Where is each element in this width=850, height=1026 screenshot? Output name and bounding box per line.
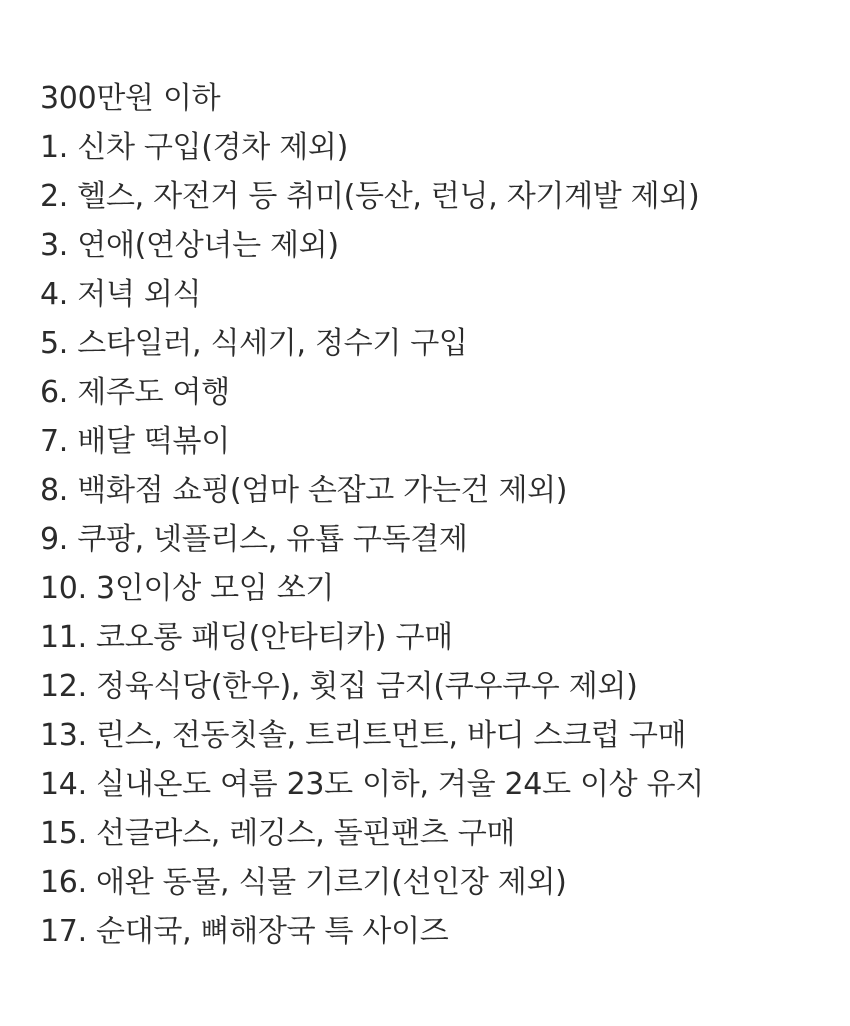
- list-item: 1. 신차 구입(경차 제외): [40, 130, 348, 165]
- list-item: 7. 배달 떡볶이: [40, 424, 230, 459]
- document-heading: 300만원 이하: [40, 81, 221, 116]
- list-item: 5. 스타일러, 식세기, 정수기 구입: [40, 326, 468, 361]
- list-item: 4. 저녁 외식: [40, 277, 202, 312]
- list-item: 9. 쿠팡, 넷플리스, 유툡 구독결제: [40, 522, 468, 557]
- list-item: 12. 정육식당(한우), 횟집 금지(쿠우쿠우 제외): [40, 669, 638, 704]
- list-item: 2. 헬스, 자전거 등 취미(등산, 런닝, 자기계발 제외): [40, 179, 700, 214]
- document-body: [40, 74, 840, 956]
- list-item: 16. 애완 동물, 식물 기르기(선인장 제외): [40, 865, 567, 900]
- list-item: 11. 코오롱 패딩(안타티카) 구매: [40, 620, 453, 655]
- list-item: 6. 제주도 여행: [40, 375, 230, 410]
- list-item: 3. 연애(연상녀는 제외): [40, 228, 339, 263]
- list-item: 10. 3인이상 모임 쏘기: [40, 571, 335, 606]
- rule-list: [40, 123, 840, 956]
- list-item: 13. 린스, 전동칫솔, 트리트먼트, 바디 스크럽 구매: [40, 718, 687, 753]
- list-item: 17. 순대국, 뼈해장국 특 사이즈: [40, 914, 449, 949]
- list-item: 14. 실내온도 여름 23도 이하, 겨울 24도 이상 유지: [40, 767, 704, 802]
- list-item: 15. 선글라스, 레깅스, 돌핀팬츠 구매: [40, 816, 516, 851]
- list-item: 8. 백화점 쇼핑(엄마 손잡고 가는건 제외): [40, 473, 568, 508]
